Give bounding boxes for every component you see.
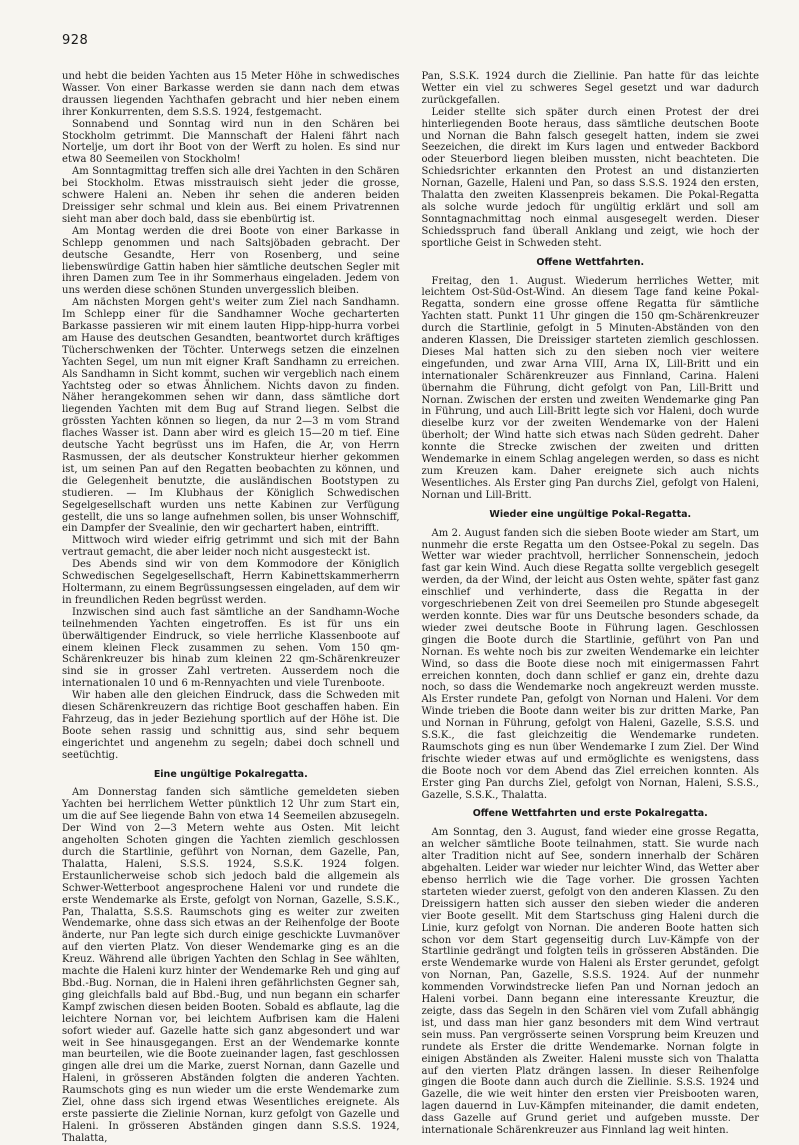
- paragraph: Mittwoch wird wieder eifrig getrimmt und sich mit der Bahn vertraut gemacht, die aber leider noch nicht ausgesteckt ist.: [62, 535, 400, 559]
- paragraph: Am Montag werden die drei Boote von einer Barkasse in Schlepp genommen und nach Saltsjöbaden gebracht. Der deutsche Gesandte, Herr von Rosenberg, und seine liebenswürdige Gattin haben hier sämtliche deutschen Segler mit ihren Damen zum Tee in ihr Sommerhaus eingeladen. Jedem von uns werden diese schönen Stunden unvergesslich bleiben.: [62, 225, 400, 297]
- paragraph: und hebt die beiden Yachten aus 15 Meter Höhe in schwedisches Wasser. Von einer Barkasse werden sie dann nach dem etwas draussen liegenden Yachthafen gebracht und hier neben einem ihrer Konkurrenten, dem S.S.S. 1924, festgemacht.: [62, 71, 400, 118]
- paragraph: Des Abends sind wir von dem Kommodore der Königlich Schwedischen Segelgesellschaft, Herrn Kabinettskammerherrn Holtermann, zu einem Begrüssungsessen eingeladen, auf dem wir in freundlichen Reden begrüsst werden.: [62, 559, 400, 606]
- paragraph: Freitag, den 1. August. Wiederum herrliches Wetter, mit leichtem Ost-Süd-Ost-Wind. An diesem Tage fand keine Pokal-Regatta, sondern eine grosse offene Regatta für sämtliche Yachten statt. Punkt 11 Uhr gingen die 150 qm-Schärenkreuzer durch die Startlinie, gefolgt in 5 Minuten-Abständen von den anderen Klassen, Die Dreissiger starteten ziemlich geschlossen. Dieses Mal hatten sich zu den sieben noch vier weitere eingefunden, und zwar Arna VIII, Arna IX, Lill-Britt und ein internationaler Schärenkreuzer aus Finnland, Carina. Haleni übernahm die Führung, dicht gefolgt von Pan, Lill-Britt und Nornan. Zwischen der ersten und zweiten Wendemarke ging Pan in Führung, und auch Lill-Britt legte sich vor Haleni, doch wurde dieselbe kurz vor der zweiten Wendemarke von der Haleni überholt; der Wind hatte sich etwas nach Süden gedreht. Daher konnte die Strecke zwischen der zweiten und dritten Wendemarke in einem Schlag angelegen werden, so dass es nicht zum Kreuzen kam. Daher ereignete sich auch nichts Wesentliches. Als Erster ging Pan durchs Ziel, gefolgt von Haleni, Nornan und Lill-Britt.: [421, 275, 759, 501]
- paragraph: Am 2. August fanden sich die sieben Boote wieder am Start, um nunmehr die erste Regatta um den Ostsee-Pokal zu segeln. Das Wetter war wieder prachtvoll, herrlicher Sonnenschein, jedoch fast gar kein Wind. Auch diese Regatta sollte vergeblich gesegelt werden, da der Wind, der leicht aus Osten wehte, später fast ganz einschlief und verhinderte, dass die Regatta in der vorgeschriebenen Zeit von drei Seemeilen pro Stunde abgesegelt werden konnte. Dies war für uns Deutsche besonders schade, da wieder zwei deutsche Boote in Führung lagen. Geschlossen gingen die Boote durch die Startlinie, geführt von Pan und Nornan. Es wehte noch bis zur zweiten Wendemarke ein leichter Wind, so dass die Boote diese noch mit einigermassen Fahrt erreichen konnten, doch dann schlief er ganz ein, drehte dazu noch, so dass die Wendemarke noch angekreuzt werden musste. Als Erster rundete Pan, gefolgt von Nornan und Haleni. Vor dem Winde trieben die Boote dann weiter bis zur dritten Marke, Pan und Nornan in Führung, gefolgt von Haleni, Gazelle, S.S.S. und S.S.K., die fast gleichzeitig die Wendemarke rundeten. Raumschots ging es nun über Wendemarke I zum Ziel. Der Wind frischte wieder etwas auf und ermöglichte es wenigstens, dass die Boote noch vor dem Abend das Ziel erreichen konnten. Als Erster ging Pan durchs Ziel, gefolgt von Nornan, Haleni, S.S.S., Gazelle, S.S.K., Thalatta.: [421, 527, 759, 801]
- left-column: [62, 71, 400, 1144]
- page-number: 928: [62, 33, 89, 48]
- paragraph: Inzwischen sind auch fast sämtliche an der Sandhamn-Woche teilnehmenden Yachten eingetroffen. Es ist für uns ein überwältigender Eindruck, so viele herrliche Klassenboote auf einem kleinen Fleck zusammen zu sehen. Vom 150 qm-Schärenkreuzer bis hinab zum kleinen 22 qm-Schärenkreuzer sind sie in grosser Zahl vertreten. Ausserdem noch die internationalen 10 und 6 m-Rennyachten und viele Turenboote.: [62, 606, 400, 690]
- section-heading: Eine ungültige Pokalregatta.: [153, 768, 308, 780]
- paragraph: Leider stellte sich später durch einen Protest der drei hinterliegenden Boote heraus, dass sämtliche deutschen Boote und Nornan die Bahn falsch gesegelt hatten, indem sie zwei Seezeichen, die direkt im Kurs lagen und entweder Backbord oder Steuerbord liegen bleiben mussten, nicht beachteten. Die Schiedsrichter erkannten den Protest an und distanzierten Nornan, Gazelle, Haleni und Pan, so dass S.S.S. 1924 den ersten, Thalatta den zweiten Klassenpreis bekamen. Die Pokal-Regatta als solche wurde jedoch für ungültig erklärt und soll am Sonntagnachmittag noch einmal ausgesegelt werden. Dieser Schiedsspruch fand überall Anklang und zeigt, wie hoch der sportliche Geist in Schweden steht.: [421, 106, 759, 249]
- section-heading: Offene Wettfahrten und erste Pokalregatta.: [472, 808, 708, 820]
- right-column: [421, 71, 760, 1137]
- paragraph: Am Sonntag, den 3. August, fand wieder eine grosse Regatta, an welcher sämtliche Boote teilnahmen, statt. Sie wurde nach alter Tradition nicht auf See, sondern innerhalb der Schären abgehalten. Leider war wieder nur leichter Wind, das Wetter aber ebenso herrlich wie die Tage vorher. Die grossen Yachten starteten wieder zuerst, gefolgt von den anderen Klassen. Zu den Dreissigern hatten sich ausser den sieben wieder die anderen vier Boote gesellt. Mit dem Startschuss ging Haleni durch die Linie, kurz gefolgt von Nornan. Die anderen Boote hatten sich schon vor dem Start gegenseitig durch Luv-Kämpfe von der Startlinie gedrängt und folgten teils in grösseren Abständen. Die erste Wendemarke wurde von Haleni als Erster gerundet, gefolgt von Nornan, Pan, Gazelle, S.S.S. 1924. Auf der nunmehr kommenden Vorwindstrecke liefen Pan und Nornan jedoch an Haleni vorbei. Dann begann eine interessante Kreuztur, die zeigte, dass das Segeln in den Schären viel vom Zufall abhängig ist, und dass man hier ganz besonders mit dem Wind vertraut sein muss. Pan vergrösserte seinen Vorsprung beim Kreuzen und rundete als Erster die dritte Wendemarke. Nornan folgte in einigen Abständen als Zweiter. Haleni musste sich von Thalatta auf den vierten Platz drängen lassen. In dieser Reihenfolge gingen die Boote dann auch durch die Ziellinie. S.S.S. 1924 und Gazelle, die wie weit hinter den ersten vier Preisbooten waren, lagen dauernd in Luv-Kämpfen miteinander, die damit endeten, dass Gazelle auf Grund geriet und aufgeben musste. Der internationale Schärenkreuzer aus Finnland lag weit hinten.: [421, 827, 759, 1137]
- paragraph: Am Donnerstag fanden sich sämtliche gemeldeten sieben Yachten bei herrlichem Wetter pünktlich 12 Uhr zum Start ein, um die auf See liegende Bahn von etwa 14 Seemeilen abzusegeln. Der Wind von 2—3 Metern wehte aus Osten. Mit leicht angeholten Schoten gingen die Yachten ziemlich geschlossen durch die Startlinie, geführt von Nornan, dem Gazelle, Pan, Thalatta, Haleni, S.S.S. 1924, S.S.K. 1924 folgen. Erstaunlicherweise schob sich jedoch bald die allgemein als Schwer-Wetterboot angesprochene Haleni vor und rundete die erste Wendemarke als Erste, gefolgt von Nornan, Gazelle, S.S.K., Pan, Thalatta, S.S.S. Raumschots ging es weiter zur zweiten Wendemarke, ohne dass sich etwas an der Reihenfolge der Boote änderte, nur Pan legte sich durch einige geschickte Luvmanöver auf den vierten Platz. Von dieser Wendemarke ging es an die Kreuz. Während alle übrigen Yachten den Schlag in See wählten, machte die Haleni kurz hinter der Wendemarke Reh und ging auf Bbd.-Bug. Nornan, die in Haleni ihren gefährlichsten Gegner sah, ging gleichfalls bald auf Bbd.-Bug, und nun begann ein scharfer Kampf zwischen diesen beiden Booten. Sobald es abflaute, lag die leichtere Nornan vor, bei leichtem Aufbrisen kam die Haleni sofort wieder auf. Gazelle hatte sich ganz abgesondert und war weit in See hinausgegangen. Erst an der Wendemarke konnte man beurteilen, wie die Boote zueinander lagen, fast geschlossen gingen alle drei um die Marke, zuerst Nornan, dann Gazelle und Haleni, in grösseren Abständen folgten die anderen Yachten. Raumschots ging es nun wieder um die erste Wendemarke zum Ziel, ohne dass sich irgend etwas Wesentliches ereignete. Als erste passierte die Zielinie Nornan, kurz gefolgt von Gazelle und Haleni. In grösseren Abständen gingen dann S.S.S. 1924, Thalatta,: [62, 787, 400, 1144]
- paragraph: Wir haben alle den gleichen Eindruck, dass die Schweden mit diesen Schärenkreuzern das richtige Boot geschaffen haben. Ein Fahrzeug, das in jeder Beziehung sportlich auf der Höhe ist. Die Boote sehen rassig und schnittig aus, sind sehr bequem eingerichtet und angenehm zu segeln; dabei doch schnell und seetüchtig.: [62, 690, 400, 761]
- paragraph: Pan, S.S.K. 1924 durch die Ziellinie. Pan hatte für das leichte Wetter ein viel zu schweres Segel gesetzt und war dadurch zurückgefallen.: [421, 71, 759, 106]
- section-heading: Offene Wettfahrten.: [536, 256, 645, 268]
- paragraph: Am nächsten Morgen geht's weiter zum Ziel nach Sandhamn. Im Schlepp einer für die Sandhamner Woche gecharterten Barkasse passieren wir mit einem lauten Hipp-hipp-hurra vorbei am Hause des deutschen Gesandten, beantwortet durch kräftiges Tücherschwenken der Töchter. Unterwegs setzen die einzelnen Yachten Segel, um nun mit eigner Kraft Sandhamn zu erreichen. Als Sandhamn in Sicht kommt, suchen wir vergeblich nach einem Yachtsteg oder so etwas Ähnlichem. Nichts davon zu finden. Näher herangekommen sehen wir dann, dass sämtliche dort liegenden Yachten mit dem Bug auf Strand liegen. Selbst die grössten Yachten können so liegen, da nur 2—3 m vom Strand flaches Wasser ist. Dann aber wird es gleich 15—20 m tief. Eine deutsche Yacht begrüsst uns im Hafen, die Ar, von Herrn Rasmussen, der als deutscher Konstrukteur hierher gekommen ist, um seinen Pan auf den Regatten beobachten zu können, und die Gelegenheit benutzte, die ausländischen Bootstypen zu studieren. — Im Klubhaus der Königlich Schwedischen Segelgesellschaft wurden uns nette Kabinen zur Verfügung gestellt, die uns so lange aufnehmen sollen, bis unser Wohnschiff, ein Dampfer der Svealinie, den wir gechartert haben, eintrifft.: [62, 297, 400, 535]
- paragraph: Am Sonntagmittag treffen sich alle drei Yachten in den Schären bei Stockholm. Etwas misstrauisch sieht jeder die grosse, schwere Haleni an. Neben ihr sehen die anderen beiden Dreissiger sehr schmal und klein aus. Bei einem Privatrennen sieht man aber doch bald, dass sie ebenbürtig ist.: [62, 166, 400, 225]
- paragraph: Sonnabend und Sonntag wird nun in den Schären bei Stockholm getrimmt. Die Mannschaft der Haleni fährt nach Nortelje, um dort ihr Boot von der Werft zu holen. Es sind nur etwa 80 Seemeilen von Stockholm!: [62, 118, 400, 166]
- article-body: [62, 71, 759, 1144]
- section-heading: Wieder eine ungültige Pokal-Regatta.: [489, 508, 692, 520]
